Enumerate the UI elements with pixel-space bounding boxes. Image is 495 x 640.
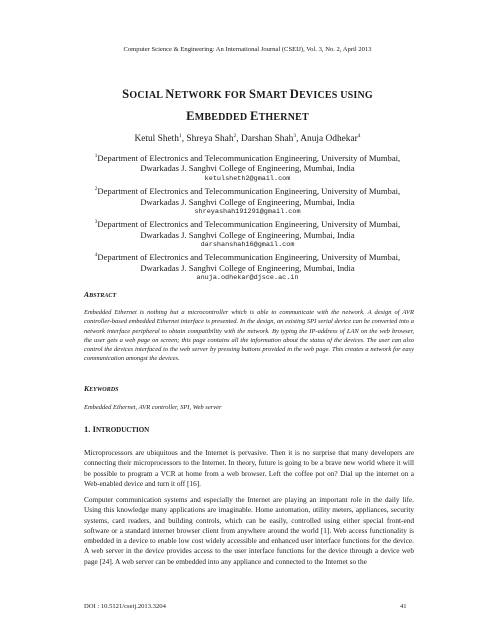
abstract-text: Embedded Ethernet is nothing but a microcontroller which is able to communicate with the network. A design of AVR controller-based embedded Ethernet interface is presented. In the design, an existing SPI serial device can be converted into a network interface peripheral to obtain compatibility with the network. By typing the IP-address of LAN on the web browser, the user gets a web page on screen; this page contains all the information about the status of the devices. The user can also control the devices interfaced to the web server by pressing buttons provided in the web page. This creates a network for easy communication amongst the devices. — [84, 309, 414, 363]
keywords-text: Embedded Ethernet, AVR controller, SPI, Web server — [84, 404, 222, 411]
author-email: ketulsheth2@gmail.com — [204, 175, 291, 184]
author-name: Anuja Odhekar — [300, 134, 358, 145]
affiliation: $^1$Department of Electronics and Telecommunication Engineering, University of Mumbai, Dwarkadas J. Sanghvi College of Engineering, Mumbai, India ketulsheth2@gmail.com — [0, 151, 495, 184]
affiliation-list — [0, 151, 495, 283]
doi-footer: DOI : 10.5121/cseij.2013.3204 — [84, 603, 166, 610]
author-email: anuja.odhekar@djsce.ac.in — [196, 274, 299, 283]
author-email: darshanshah16@gmail.com — [200, 241, 295, 250]
introduction-heading: 1. INTRODUCTION — [84, 424, 150, 434]
paper-title — [0, 84, 495, 128]
page-number: 41 — [400, 603, 407, 610]
author-name: Ketul Sheth — [134, 134, 179, 145]
author-email: shreyashah191291@gmail.com — [194, 208, 301, 217]
title-line-1: SOCIAL NETWORK FOR SMART DEVICES USING — [122, 87, 373, 101]
body-paragraph: Microprocessors are ubiquitous and the Internet is pervasive. Then it is no surprise that many developers are connecting their microprocessors to the Internet. In theory, future is going to be a brave new world where it will be possible to program a VCR at home from a web browser. Left the coffee pot on? Dial up the internet on a Web-enabled device and turn it off [16]. — [84, 448, 414, 488]
body-paragraph: Computer communication systems and especially the Internet are playing an important role in the daily life. Using this knowledge many applications are imaginable. Home automation, utility meters, appliances, security systems, card readers, and building controls, which can be easily, controlled using either special front-end software or a standard internet browser client from anywhere around the world [1]. Web access functionality is embedded in a device to enable low cost widely accessible and enhanced user interface functions for the device. A web server in the device provides access to the user interface functions for the device through a device web page [24]. A web server can be embedded into any appliance and connected to the Internet so the — [84, 495, 414, 566]
affiliation: $^4$Department of Electronics and Telecommunication Engineering, University of Mumbai, Dwarkadas J. Sanghvi College of Engineering, Mumbai, India anuja.odhekar@djsce.ac.in — [0, 250, 495, 283]
author-name: Darshan Shah — [240, 134, 294, 145]
affiliation: $^2$Department of Electronics and Telecommunication Engineering, University of Mumbai, Dwarkadas J. Sanghvi College of Engineering, Mumbai, India shreyashah191291@gmail.com — [0, 184, 495, 217]
affiliation: $^3$Department of Electronics and Telecommunication Engineering, University of Mumbai, Dwarkadas J. Sanghvi College of Engineering, Mumbai, India darshanshah16@gmail.com — [0, 217, 495, 250]
abstract-heading: ABSTRACT — [84, 290, 117, 299]
title-line-2: EMBEDDED ETHERNET — [186, 109, 309, 123]
author-list: Ketul Sheth$^1$, Shreya Shah$^2$, Darshan Shah$^3$, Anuja Odhekar$^4$ — [134, 133, 361, 145]
author-name: Shreya Shah — [186, 134, 234, 145]
journal-header: Computer Science & Engineering: An International Journal (CSEIJ), Vol. 3, No. 2, April 2013 — [123, 46, 372, 53]
keywords-heading: KEYWORDS — [84, 384, 119, 393]
